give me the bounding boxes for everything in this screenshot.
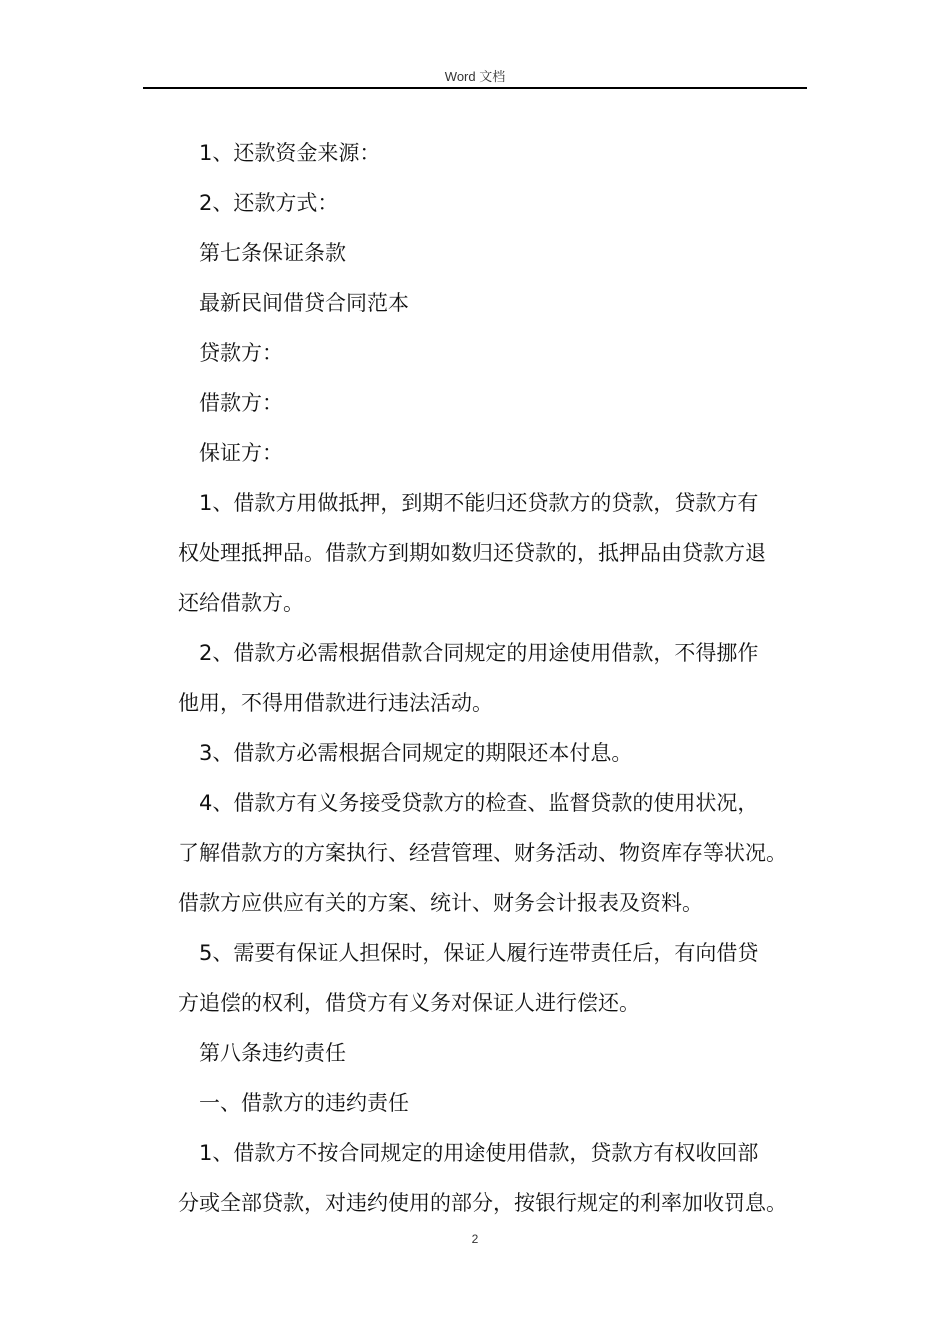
paragraph-line: 2、还款方式： xyxy=(199,191,339,215)
paragraph-line: 4、借款方有义务接受贷款方的检查、监督贷款的使用状况， xyxy=(199,791,759,815)
page-number: 2 xyxy=(471,1232,479,1246)
document-title: 最新民间借贷合同范本 xyxy=(199,291,409,315)
party-lender: 贷款方： xyxy=(199,341,283,365)
subsection-heading: 一、借款方的违约责任 xyxy=(199,1091,409,1115)
party-guarantor: 保证方： xyxy=(199,441,283,465)
paragraph-line: 他用，不得用借款进行违法活动。 xyxy=(178,691,493,715)
paragraph-line: 1、借款方不按合同规定的用途使用借款，贷款方有权收回部 xyxy=(199,1141,759,1165)
paragraph-line: 还给借款方。 xyxy=(178,591,304,615)
paragraph-line: 方追偿的权利，借贷方有义务对保证人进行偿还。 xyxy=(178,991,640,1015)
paragraph-line: 3、借款方必需根据合同规定的期限还本付息。 xyxy=(199,741,633,765)
paragraph-line: 1、借款方用做抵押，到期不能归还贷款方的贷款，贷款方有 xyxy=(199,491,759,515)
section-heading: 第八条违约责任 xyxy=(199,1041,346,1065)
party-borrower: 借款方： xyxy=(199,391,283,415)
header-divider xyxy=(143,87,807,89)
paragraph-line: 1、还款资金来源： xyxy=(199,141,381,165)
page-header-title: Word 文档 xyxy=(444,69,506,84)
section-heading: 第七条保证条款 xyxy=(199,241,346,265)
paragraph-line: 了解借款方的方案执行、经营管理、财务活动、物资库存等状况。 xyxy=(178,841,787,865)
document-body xyxy=(178,128,818,1228)
paragraph-line: 借款方应供应有关的方案、统计、财务会计报表及资料。 xyxy=(178,891,703,915)
paragraph-line: 2、借款方必需根据借款合同规定的用途使用借款，不得挪作 xyxy=(199,641,759,665)
paragraph-line: 5、需要有保证人担保时，保证人履行连带责任后，有向借贷 xyxy=(199,941,759,965)
paragraph-line: 分或全部贷款，对违约使用的部分，按银行规定的利率加收罚息。 xyxy=(178,1191,787,1215)
paragraph-line: 权处理抵押品。借款方到期如数归还贷款的，抵押品由贷款方退 xyxy=(178,541,766,565)
